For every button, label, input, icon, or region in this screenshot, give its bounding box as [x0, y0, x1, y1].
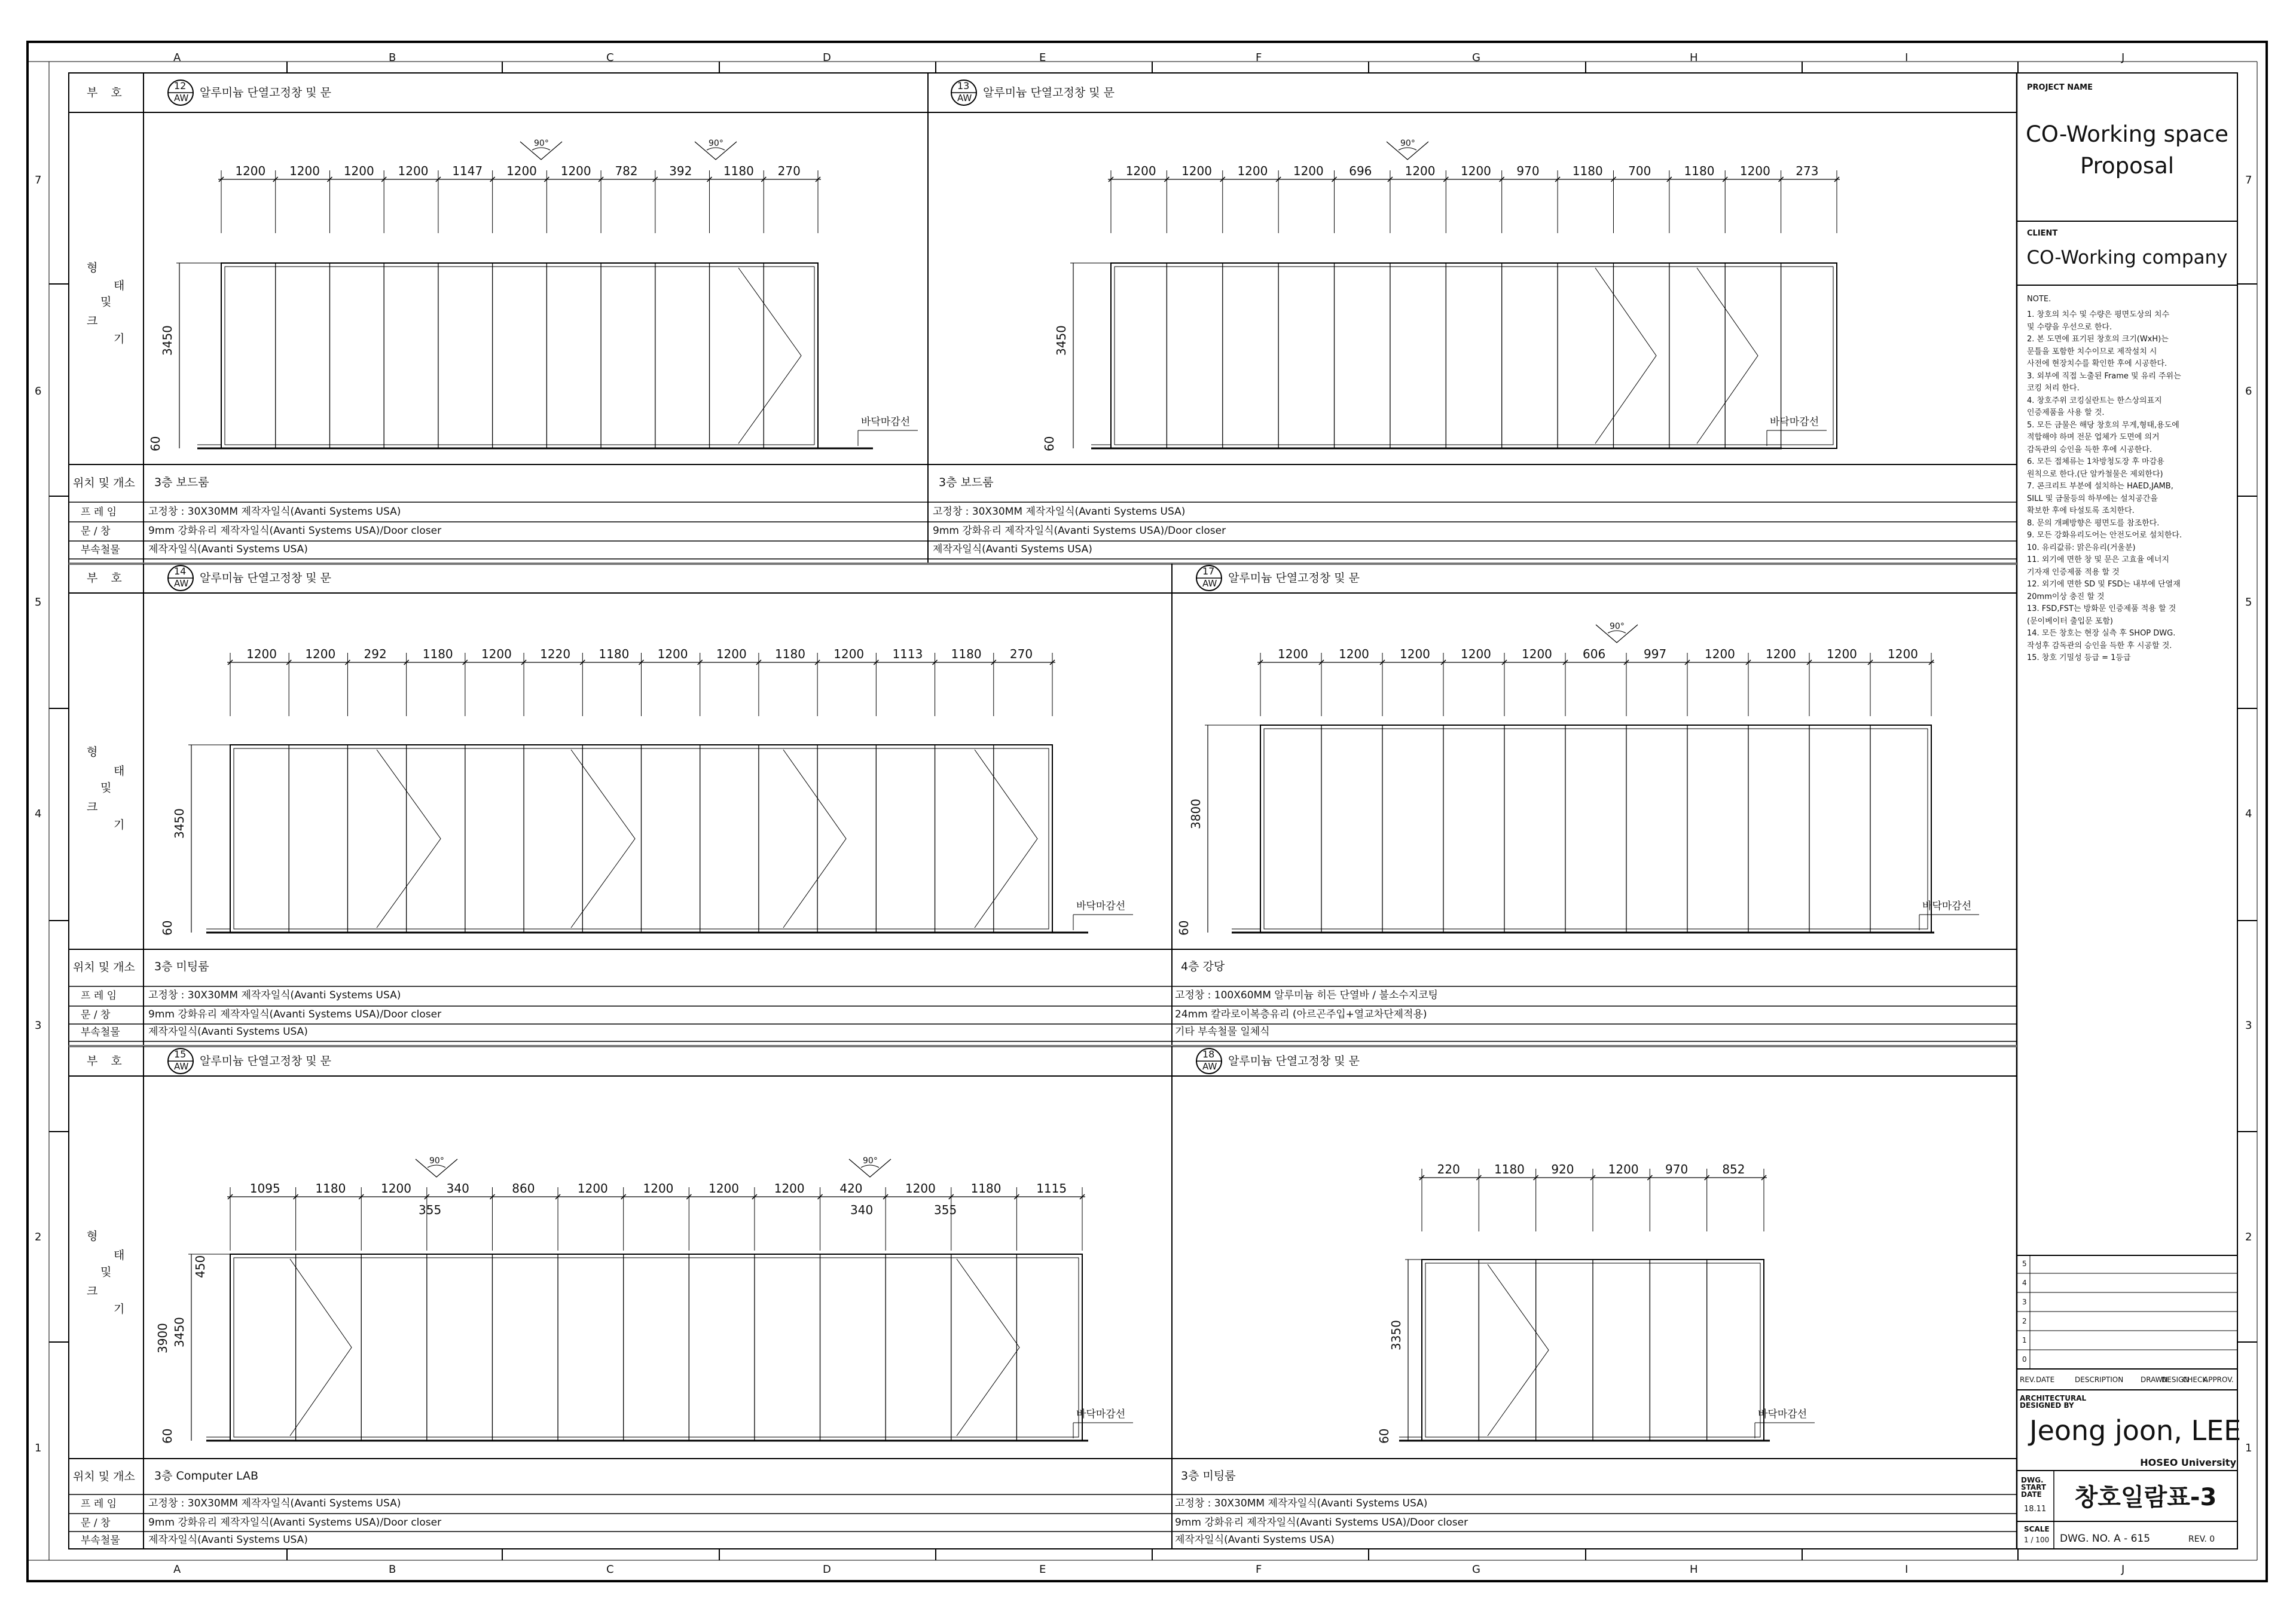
base-height-label: 60 [160, 920, 175, 936]
dimension-label: 1200 [1461, 164, 1491, 178]
dimension-label: 420 [839, 1181, 863, 1196]
grid-col-label-bottom: I [1905, 1563, 1909, 1576]
label-shape: 형 [87, 1230, 98, 1243]
grid-row-label-left: 4 [35, 808, 42, 820]
label-shape: 기 [114, 1303, 125, 1316]
dimension-label: 1200 [381, 1181, 411, 1196]
grid-row-label-right: 1 [2245, 1442, 2252, 1454]
window-mark-sub: AW [174, 1061, 189, 1072]
window-location: 3층 미팅룸 [1181, 1469, 1236, 1483]
label-hardware: 부속철물 [81, 544, 120, 556]
label-shape: 크 [87, 1285, 98, 1298]
grid-col-label-top: E [1039, 51, 1046, 64]
university: HOSEO University [2140, 1457, 2236, 1468]
dimension-label: 860 [512, 1181, 535, 1196]
grid-row-label-right: 5 [2245, 596, 2252, 609]
base-height-label: 60 [160, 1428, 175, 1444]
revision-number: 4 [2022, 1279, 2027, 1287]
dimension-label: 997 [1644, 647, 1667, 661]
dimension-label: 1200 [643, 1181, 674, 1196]
dimension-label: 1180 [723, 164, 754, 178]
revision-number: 0 [2022, 1355, 2027, 1364]
revision-header: APPROV. [2203, 1376, 2234, 1384]
floor-finish-label: 바닥마감선 [1076, 900, 1126, 912]
dimension-label: 1200 [657, 647, 688, 661]
dimension-label-lower: 340 [850, 1203, 874, 1217]
window-location: 4층 강당 [1181, 960, 1225, 973]
window-glass-spec: 9mm 강화유리 제작자일식(Avanti Systems USA)/Door closer [933, 525, 1226, 537]
grid-col-label-bottom: F [1256, 1563, 1262, 1576]
window-title: 알루미늄 단열고정창 및 문 [200, 571, 332, 585]
label-location: 위치 및 개소 [73, 476, 135, 490]
drawing-title: 창호일람표-3 [2074, 1484, 2217, 1511]
grid-col-label-bottom: B [389, 1563, 396, 1576]
label-shape: 태 [114, 1249, 125, 1262]
dimension-label: 1147 [452, 164, 483, 178]
note-line: 문틀을 포함한 치수이므로 제작설치 시 [2027, 347, 2157, 356]
floor-finish-label: 바닥마감선 [1922, 900, 1972, 912]
floor-finish-label: 바닥마감선 [1770, 416, 1819, 428]
note-line: (문이베이터 출입문 포함) [2027, 616, 2113, 626]
note-line: 15. 창호 기밀성 등급 = 1등급 [2027, 653, 2131, 662]
dimension-label: 1200 [905, 1181, 936, 1196]
angle-label: 90° [709, 139, 723, 148]
revision-number: 3 [2022, 1298, 2027, 1306]
dimension-label: 1115 [1036, 1181, 1067, 1196]
note-line: 7. 콘크리트 부분에 설치하는 HAED,JAMB, [2027, 482, 2173, 491]
label-shape: 크 [87, 314, 98, 328]
dimension-label: 1095 [249, 1181, 280, 1196]
note-line: 1. 창호의 치수 및 수량은 평면도상의 치수 [2027, 310, 2170, 319]
grid-row-label-right: 7 [2245, 174, 2252, 187]
window-mark-sub: AW [174, 578, 189, 589]
scale-value: 1 / 100 [2024, 1536, 2050, 1544]
label-shape: 형 [87, 745, 98, 759]
dimension-label: 970 [1665, 1162, 1689, 1176]
dimension-label: 606 [1583, 647, 1606, 661]
revision-header: CHECK [2182, 1376, 2208, 1384]
window-mark-number: 18 [1202, 1049, 1215, 1060]
label-location: 위치 및 개소 [73, 1470, 135, 1483]
revision-label: REV. 0 [2188, 1535, 2215, 1544]
dimension-label: 1220 [540, 647, 571, 661]
dimension-label: 1200 [1888, 647, 1918, 661]
grid-col-label-bottom: G [1472, 1563, 1480, 1576]
height-label: 3450 [172, 808, 187, 839]
angle-label: 90° [429, 1156, 444, 1166]
note-line: 3. 외부에 직접 노출된 Frame 및 유리 주위는 [2027, 371, 2181, 381]
dimension-label: 1200 [1278, 647, 1308, 661]
label-frame: 프 레 임 [81, 1498, 117, 1510]
base-height-label: 60 [1177, 920, 1191, 936]
window-title: 알루미늄 단열고정창 및 문 [983, 86, 1115, 99]
dimension-label: 1200 [774, 1181, 805, 1196]
dimension-label: 1180 [599, 647, 630, 661]
window-frame-spec: 고정창 : 30X30MM 제작자일식(Avanti Systems USA) [148, 506, 401, 518]
dimension-label: 1200 [1405, 164, 1436, 178]
window-frame-spec: 고정창 : 30X30MM 제작자일식(Avanti Systems USA) [933, 506, 1186, 518]
note-line: 9. 모든 강화유리도어는 안전도어로 설치한다. [2027, 531, 2182, 540]
note-line: 4. 창호주위 코킹실란트는 한스상의표지 [2027, 396, 2162, 405]
note-line: 13. FSD,FST는 방화문 인증제품 적용 할 것 [2027, 604, 2176, 613]
note-line: 8. 문의 개폐방향은 평면도를 참조한다. [2027, 518, 2160, 528]
label-shape: 기 [114, 332, 125, 346]
angle-label: 90° [863, 1156, 878, 1166]
dimension-label: 970 [1516, 164, 1540, 178]
dimension-label: 1180 [1684, 164, 1715, 178]
dimension-label: 1180 [951, 647, 982, 661]
window-hardware-spec: 제작자일식(Avanti Systems USA) [148, 1534, 308, 1546]
grid-col-label-bottom: H [1690, 1563, 1698, 1576]
note-line: 20mm이상 충진 할 것 [2027, 592, 2105, 601]
note-line: 14. 모든 창호는 현장 실측 후 SHOP DWG. [2027, 629, 2176, 638]
floor-finish-label: 바닥마감선 [1758, 1408, 1808, 1420]
height-label: 3450 [160, 325, 175, 356]
dimension-label: 270 [1009, 647, 1033, 661]
dimension-label: 1200 [833, 647, 865, 661]
window-title: 알루미늄 단열고정창 및 문 [1228, 1055, 1360, 1068]
label-shape: 태 [114, 279, 125, 292]
note-line: 12. 외기에 면한 SD 및 FSD는 내부에 단열재 [2027, 580, 2181, 589]
window-frame-spec: 고정창 : 30X30MM 제작자일식(Avanti Systems USA) [148, 1497, 401, 1509]
dimension-label: 1200 [1522, 647, 1552, 661]
dimension-label: 852 [1722, 1162, 1745, 1176]
window-frame-spec: 고정창 : 30X30MM 제작자일식(Avanti Systems USA) [1175, 1497, 1428, 1509]
window-hardware-spec: 제작자일식(Avanti Systems USA) [933, 543, 1092, 555]
client-name: CO-Working company [2026, 247, 2228, 268]
revision-header: DRAWN [2141, 1376, 2168, 1384]
note-line: 및 수량을 우선으로 한다. [2027, 322, 2112, 332]
dimension-label: 1200 [1461, 647, 1491, 661]
window-hardware-spec: 기타 부속철물 일체식 [1175, 1026, 1270, 1038]
note-line: 작성후 감독관의 승인을 득한 후 시공할 것. [2027, 641, 2172, 650]
label-shape: 및 [100, 295, 112, 308]
window-title: 알루미늄 단열고정창 및 문 [1228, 571, 1360, 585]
window-frame-spec: 고정창 : 100X60MM 알루미늄 히든 단열바 / 불소수지코팅 [1175, 989, 1438, 1001]
dimension-label: 1180 [315, 1181, 346, 1196]
note-line: 11. 외기에 면한 창 및 문은 고효율 에너지 [2027, 555, 2169, 564]
dimension-label: 340 [446, 1181, 469, 1196]
dimension-label: 1200 [709, 1181, 740, 1196]
window-location: 3층 보드룸 [939, 476, 994, 489]
dimension-label: 1200 [716, 647, 747, 661]
window-location: 3층 미팅룸 [154, 960, 209, 973]
dimension-label: 1200 [1705, 647, 1735, 661]
window-hardware-spec: 제작자일식(Avanti Systems USA) [148, 1026, 308, 1038]
note-line: 2. 본 도면에 표기된 창호의 크기(WxH)는 [2027, 335, 2169, 344]
height-label: 3450 [1054, 325, 1068, 356]
label-buho: 부 호 [87, 1055, 127, 1068]
height-label: 3450 [172, 1317, 187, 1347]
note-line: 10. 유리값류: 맑은유리(거울분) [2027, 543, 2136, 552]
note-line: 6. 모든 접체류는 1차방청도장 후 마감용 [2027, 457, 2164, 466]
scale-label: SCALE [2024, 1525, 2050, 1533]
grid-col-label-top: J [2121, 51, 2125, 64]
note-line: 감독관의 승인을 득한 후에 시공한다. [2027, 445, 2152, 454]
revision-header: DESCRIPTION [2075, 1376, 2124, 1384]
dimension-label: 1180 [422, 647, 453, 661]
label-shape: 태 [114, 765, 125, 778]
window-title: 알루미늄 단열고정창 및 문 [200, 86, 332, 99]
dimension-label: 1200 [1608, 1162, 1639, 1176]
designer-name: Jeong joon, LEE [2029, 1414, 2242, 1447]
dimension-label: 1200 [506, 164, 537, 178]
dwg-number: DWG. NO. A - 615 [2060, 1533, 2151, 1545]
window-mark-number: 13 [957, 80, 970, 91]
revision-number: 2 [2022, 1317, 2027, 1325]
dimension-label: 1200 [1237, 164, 1268, 178]
top-height-label: 450 [193, 1255, 207, 1278]
dimension-label: 292 [364, 647, 387, 661]
window-hardware-spec: 제작자일식(Avanti Systems USA) [1175, 1534, 1335, 1546]
base-height-label: 60 [1042, 436, 1057, 451]
label-location: 위치 및 개소 [73, 961, 135, 974]
grid-row-label-left: 1 [35, 1442, 42, 1454]
label-shape: 형 [87, 261, 98, 274]
label-door-glass: 문 / 창 [81, 1009, 111, 1021]
dimension-label: 1200 [481, 647, 512, 661]
dimension-label: 392 [669, 164, 692, 178]
dimension-label: 1200 [1827, 647, 1857, 661]
angle-label: 90° [1610, 622, 1625, 631]
label-shape: 크 [87, 800, 98, 814]
revision-header: DESIGN [2161, 1376, 2190, 1384]
dimension-label: 696 [1349, 164, 1372, 178]
note-line: 기자재 인증제품 적용 할 것 [2027, 567, 2120, 577]
window-glass-spec: 9mm 강화유리 제작자일식(Avanti Systems USA)/Door closer [1175, 1517, 1468, 1529]
dimension-label: 220 [1437, 1162, 1460, 1176]
window-mark-sub: AW [957, 93, 972, 103]
grid-col-label-top: I [1905, 51, 1909, 64]
window-glass-spec: 9mm 강화유리 제작자일식(Avanti Systems USA)/Door closer [148, 1008, 442, 1020]
grid-col-label-top: A [173, 51, 181, 64]
grid-col-label-bottom: D [823, 1563, 831, 1576]
dimension-label: 270 [777, 164, 801, 178]
dimension-label: 1200 [1293, 164, 1324, 178]
window-mark-number: 14 [174, 566, 187, 577]
window-glass-spec: 9mm 강화유리 제작자일식(Avanti Systems USA)/Door closer [148, 1517, 442, 1529]
dimension-label: 1200 [398, 164, 429, 178]
window-location: 3층 Computer LAB [154, 1469, 259, 1483]
label-buho: 부 호 [87, 571, 127, 585]
dimension-label: 700 [1628, 164, 1651, 178]
floor-finish-label: 바닥마감선 [861, 416, 911, 428]
window-title: 알루미늄 단열고정창 및 문 [200, 1055, 332, 1068]
angle-label: 90° [534, 139, 549, 148]
dimension-label: 1200 [246, 647, 277, 661]
grid-col-label-bottom: J [2121, 1563, 2125, 1576]
dimension-label: 1180 [1572, 164, 1603, 178]
project-label: PROJECT NAME [2027, 83, 2093, 92]
revision-number: 5 [2022, 1260, 2027, 1268]
dimension-label: 1113 [892, 647, 923, 661]
revision-number: 1 [2022, 1336, 2027, 1344]
label-hardware: 부속철물 [81, 1026, 120, 1038]
label-shape: 및 [100, 781, 112, 794]
revision-header: REV. [2020, 1376, 2036, 1384]
grid-row-label-left: 5 [35, 596, 42, 609]
dwg-start-label: DWG. START DATE [2021, 1476, 2047, 1499]
window-mark-sub: AW [174, 93, 189, 103]
dimension-label: 1200 [560, 164, 591, 178]
note-line: SILL 및 금물등의 하부에는 설치공간을 [2027, 494, 2158, 503]
dimension-label: 1180 [775, 647, 805, 661]
base-height-label: 60 [1377, 1428, 1391, 1444]
label-door-glass: 문 / 창 [81, 525, 111, 537]
architect-label: ARCHITECTURAL DESIGNED BY [2020, 1394, 2087, 1410]
height-label: 3350 [1389, 1319, 1403, 1350]
dimension-label: 1200 [1766, 647, 1796, 661]
grid-col-label-top: G [1472, 51, 1480, 64]
dimension-label: 1180 [1494, 1162, 1525, 1176]
grid-row-label-right: 6 [2245, 385, 2252, 398]
grid-row-label-right: 3 [2245, 1019, 2252, 1032]
label-frame: 프 레 임 [81, 990, 117, 1002]
dimension-label: 1200 [1125, 164, 1156, 178]
grid-col-label-bottom: C [606, 1563, 614, 1576]
note-label: NOTE. [2027, 295, 2051, 304]
label-shape: 및 [100, 1266, 112, 1279]
dwg-start-value: 18.11 [2024, 1505, 2047, 1514]
grid-row-label-left: 3 [35, 1019, 42, 1032]
label-door-glass: 문 / 창 [81, 1517, 111, 1529]
window-location: 3층 보드룸 [154, 476, 209, 489]
base-height-label: 60 [148, 436, 163, 451]
grid-row-label-right: 2 [2245, 1231, 2252, 1243]
floor-finish-label: 바닥마감선 [1076, 1408, 1126, 1420]
grid-col-label-top: C [606, 51, 614, 64]
dimension-label: 1200 [1181, 164, 1212, 178]
grid-row-label-left: 6 [35, 385, 42, 398]
revision-header: DATE [2036, 1376, 2055, 1384]
grid-col-label-bottom: A [173, 1563, 181, 1576]
window-frame-spec: 고정창 : 30X30MM 제작자일식(Avanti Systems USA) [148, 989, 401, 1001]
dimension-label: 1200 [305, 647, 336, 661]
label-buho: 부 호 [87, 86, 127, 99]
grid-col-label-bottom: E [1039, 1563, 1046, 1576]
grid-col-label-top: F [1256, 51, 1262, 64]
angle-label: 90° [1400, 139, 1415, 148]
window-mark-sub: AW [1202, 578, 1217, 589]
label-shape: 기 [114, 818, 125, 832]
dimension-label: 1200 [343, 164, 374, 178]
dimension-label-lower: 355 [934, 1203, 957, 1217]
note-line: 인증제품을 사용 할 것. [2027, 408, 2105, 417]
window-mark-sub: AW [1202, 1061, 1217, 1072]
dimension-label: 1200 [1339, 647, 1369, 661]
note-line: 원칙으로 한다.(단 알카철물은 제외한다) [2027, 469, 2163, 479]
grid-row-label-left: 7 [35, 174, 42, 187]
dimension-label: 920 [1551, 1162, 1574, 1176]
total-height-label: 3900 [155, 1323, 170, 1353]
grid-col-label-top: D [823, 51, 831, 64]
note-line: 확보한 후에 타설토록 조치한다. [2027, 506, 2135, 515]
grid-row-label-left: 2 [35, 1231, 42, 1243]
note-line: 사전에 현장치수를 확인한 후에 시공한다. [2027, 359, 2167, 368]
project-name-line2: Proposal [2080, 153, 2175, 179]
client-label: CLIENT [2027, 229, 2058, 238]
dimension-label-lower: 355 [419, 1203, 442, 1217]
dimension-label: 1200 [235, 164, 266, 178]
window-mark-number: 15 [174, 1049, 187, 1060]
window-glass-spec: 24mm 칼라로이복층유리 (아르곤주입+열교차단제적용) [1175, 1008, 1427, 1020]
window-mark-number: 17 [1202, 566, 1215, 577]
dimension-label: 1200 [1739, 164, 1770, 178]
grid-row-label-right: 4 [2245, 808, 2252, 820]
note-line: 5. 모든 금물은 해당 창호의 무게,형태,용도에 [2027, 420, 2179, 430]
height-label: 3800 [1189, 798, 1203, 829]
project-name-line1: CO-Working space [2025, 121, 2229, 147]
window-glass-spec: 9mm 강화유리 제작자일식(Avanti Systems USA)/Door closer [148, 525, 442, 537]
window-hardware-spec: 제작자일식(Avanti Systems USA) [148, 543, 308, 555]
note-line: 적합해야 하며 전문 업체가 도면에 의거 [2027, 433, 2160, 442]
dimension-label: 273 [1796, 164, 1819, 178]
note-line: 코킹 처리 한다. [2027, 384, 2080, 393]
window-mark-number: 12 [174, 80, 187, 91]
dimension-label: 1200 [289, 164, 320, 178]
label-hardware: 부속철물 [81, 1535, 120, 1546]
dimension-label: 1180 [970, 1181, 1002, 1196]
dimension-label: 1200 [577, 1181, 608, 1196]
dimension-label: 782 [615, 164, 638, 178]
dimension-label: 1200 [1400, 647, 1430, 661]
label-frame: 프 레 임 [81, 506, 117, 518]
grid-col-label-top: H [1690, 51, 1698, 64]
grid-col-label-top: B [389, 51, 396, 64]
